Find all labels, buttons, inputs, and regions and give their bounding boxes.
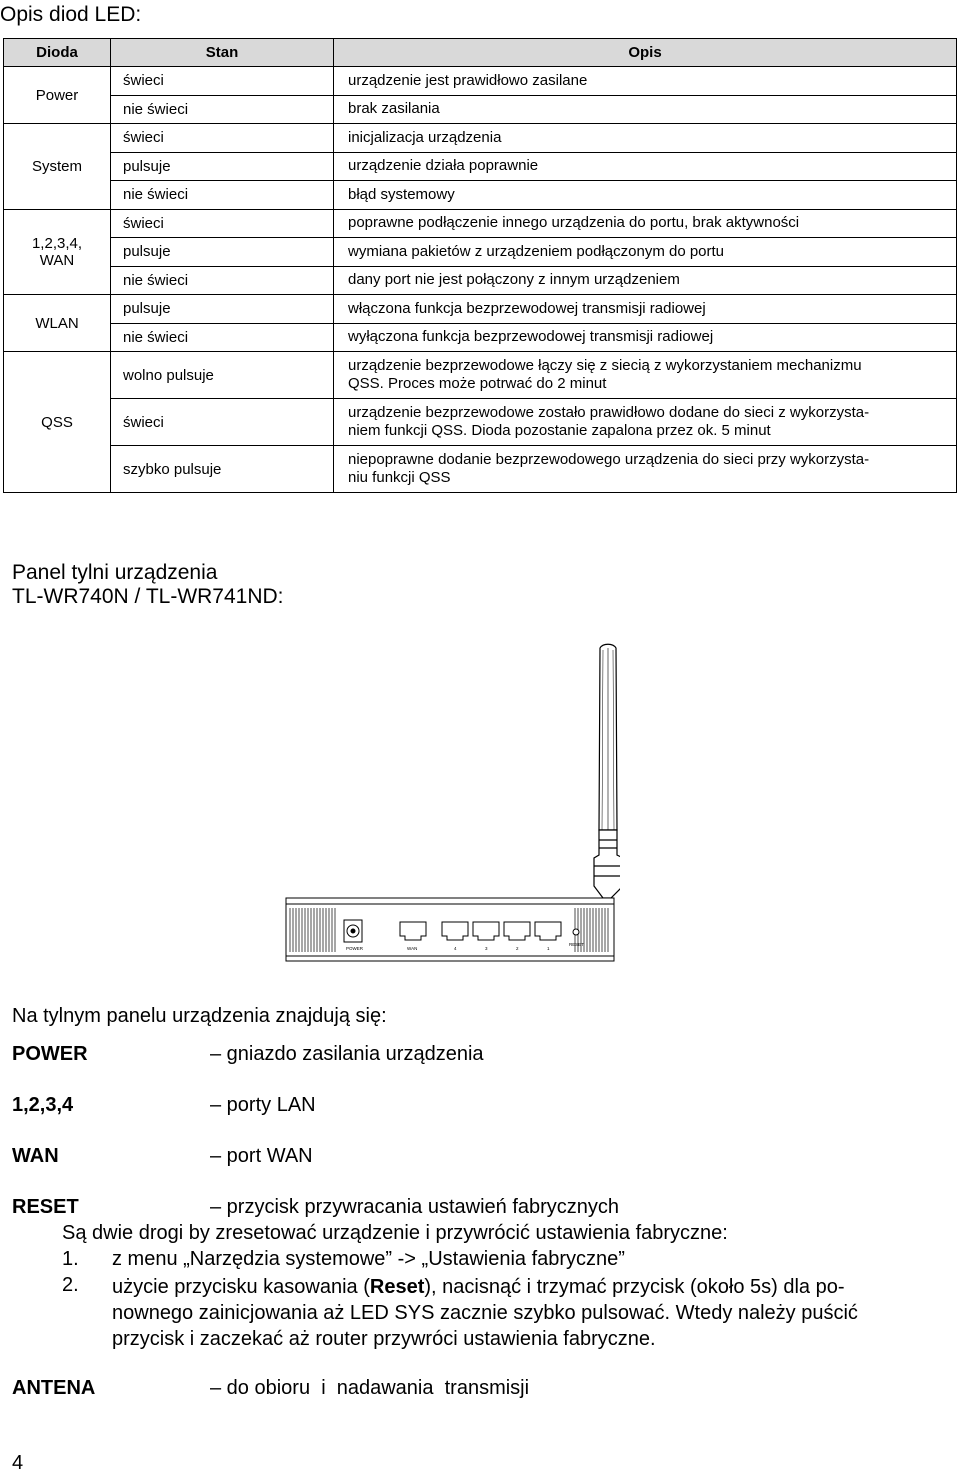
reset-intro: Są dwie drogi by zresetować urządzenie i przywrócić ustawienia fabryczne: <box>62 1222 728 1244</box>
item-desc-wan: – port WAN <box>210 1145 313 1167</box>
reset-step-2-text <box>112 1274 952 1352</box>
item-label-wan: WAN <box>12 1145 59 1167</box>
item-desc-reset: – przycisk przywracania ustawień fabrycznych <box>210 1196 620 1218</box>
header-stan: Stan <box>111 39 334 67</box>
table-cell-stan: pulsuje <box>111 152 334 181</box>
table-cell-stan: nie świeci <box>111 266 334 295</box>
item-desc-antena: – do obioru i nadawania transmisji <box>210 1377 530 1399</box>
power-socket-icon <box>344 920 362 942</box>
reset-step-1-num: 1. <box>62 1248 79 1270</box>
diode-qss: QSS <box>4 352 111 493</box>
opis-line: urządzenie bezprzewodowe łączy się z siecią z wykorzystaniem mechanizmu <box>348 357 862 374</box>
table-cell-stan: świeci <box>111 67 334 96</box>
reset-step-2-line3: przycisk i zaczekać aż router przywróci ustawienia fabryczne. <box>112 1328 656 1350</box>
item-desc-power: – gniazdo zasilania urządzenia <box>210 1043 484 1065</box>
table-cell-stan: pulsuje <box>111 238 334 267</box>
opis-line: niem funkcji QSS. Dioda pozostanie zapalona przez ok. 5 minut <box>348 422 771 439</box>
rear-panel-heading: Na tylnym panelu urządzenia znajdują się: <box>12 1005 387 1027</box>
table-cell-stan: wolno pulsuje <box>111 352 334 399</box>
port-label-1: 1 <box>547 946 550 951</box>
reset-step-2-bold: Reset <box>369 1276 425 1298</box>
table-cell-opis <box>334 446 957 493</box>
table-cell-opis: błąd systemowy <box>334 181 957 210</box>
panel-title <box>12 561 284 609</box>
item-label-antena: ANTENA <box>12 1377 96 1399</box>
item-label-power: POWER <box>12 1043 88 1065</box>
diode-ports <box>4 209 111 295</box>
antenna-icon <box>594 644 620 898</box>
led-table <box>3 38 957 493</box>
diode-system: System <box>4 124 111 210</box>
item-label-lan: 1,2,3,4 <box>12 1094 74 1116</box>
table-cell-opis: urządzenie jest prawidłowo zasilane <box>334 67 957 96</box>
header-dioda: Dioda <box>4 39 111 67</box>
table-cell-opis: inicjalizacja urządzenia <box>334 124 957 153</box>
table-cell-stan: świeci <box>111 209 334 238</box>
item-desc-lan: – porty LAN <box>210 1094 316 1116</box>
table-cell-opis <box>334 352 957 399</box>
reset-step-2-pre: użycie przycisku kasowania ( <box>112 1276 370 1298</box>
opis-line: QSS. Proces może potrwać do 2 minut <box>348 375 607 392</box>
port-label-3: 3 <box>485 946 488 951</box>
diode-ports-line2: WAN <box>39 251 75 269</box>
table-cell-stan: nie świeci <box>111 323 334 352</box>
diode-ports-line1: 1,2,3,4, <box>31 234 83 252</box>
table-cell-opis: włączona funkcja bezprzewodowej transmisji radiowej <box>334 295 957 324</box>
opis-line: niepoprawne dodanie bezprzewodowego urządzenia do sieci przy wykorzysta- <box>348 451 870 468</box>
port-label-power: POWER <box>346 946 364 951</box>
port-label-wan: WAN <box>407 946 418 951</box>
table-cell-opis: urządzenie działa poprawnie <box>334 152 957 181</box>
item-label-reset: RESET <box>12 1196 79 1218</box>
table-cell-stan: świeci <box>111 399 334 446</box>
table-cell-opis: brak zasilania <box>334 95 957 124</box>
table-cell-opis: poprawne podłączenie innego urządzenia do portu, brak aktywności <box>334 209 957 238</box>
port-label-4: 4 <box>454 946 457 951</box>
page-title: Opis diod LED: <box>0 3 142 26</box>
table-cell-opis: wyłączona funkcja bezprzewodowej transmisji radiowej <box>334 323 957 352</box>
table-cell-stan: szybko pulsuje <box>111 446 334 493</box>
port-label-reset: RESET <box>569 942 585 947</box>
diode-wlan: WLAN <box>4 295 111 352</box>
table-cell-stan: nie świeci <box>111 181 334 210</box>
panel-title-line2: TL-WR740N / TL-WR741ND: <box>12 585 284 608</box>
page-number: 4 <box>12 1452 24 1474</box>
reset-button-icon <box>573 929 579 935</box>
diode-power: Power <box>4 67 111 124</box>
panel-title-line1: Panel tylni urządzenia <box>12 561 218 584</box>
router-rear-panel-illustration <box>280 640 620 965</box>
header-opis: Opis <box>334 39 957 67</box>
opis-line: niu funkcji QSS <box>348 469 451 486</box>
table-cell-stan: pulsuje <box>111 295 334 324</box>
opis-line: urządzenie bezprzewodowe zostało prawidłowo dodane do sieci z wykorzysta- <box>348 404 870 421</box>
reset-step-2-post: ), nacisnąć i trzymać przycisk (około 5s) dla po- <box>424 1276 845 1298</box>
reset-step-2-line2: nownego zainicjowania aż LED SYS zacznie szybko pulsować. Wtedy należy puścić <box>112 1302 858 1324</box>
table-cell-opis <box>334 399 957 446</box>
table-cell-stan: świeci <box>111 124 334 153</box>
table-cell-stan: nie świeci <box>111 95 334 124</box>
port-label-2: 2 <box>516 946 519 951</box>
table-cell-opis: wymiana pakietów z urządzeniem podłączonym do portu <box>334 238 957 267</box>
reset-step-2-num: 2. <box>62 1274 79 1296</box>
table-cell-opis: dany port nie jest połączony z innym urządzeniem <box>334 266 957 295</box>
reset-step-1-text: z menu „Narzędzia systemowe” -> „Ustawienia fabryczne” <box>112 1248 625 1270</box>
